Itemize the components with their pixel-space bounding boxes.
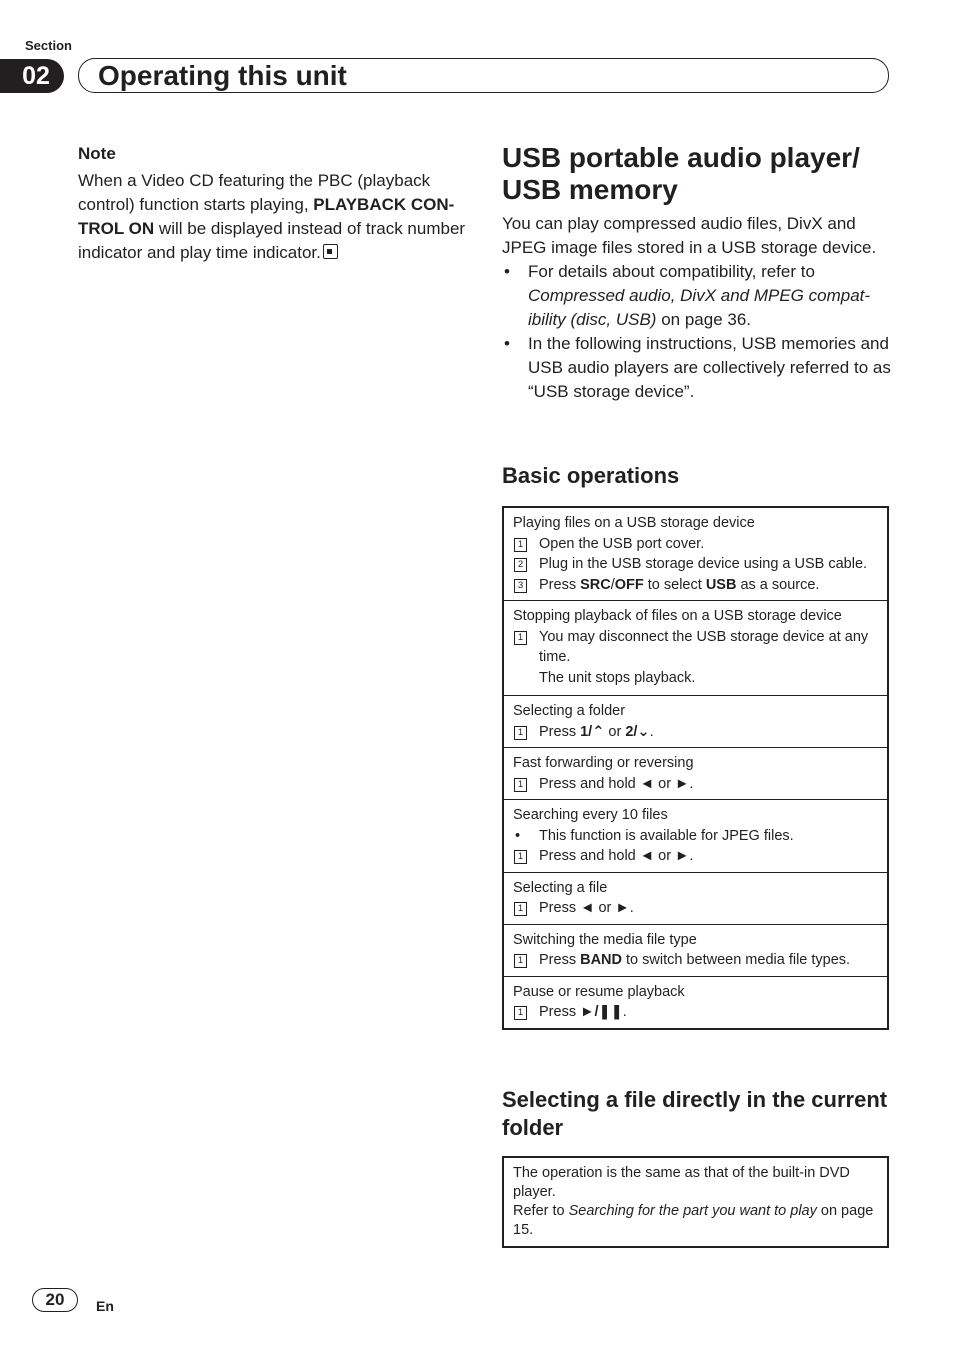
src-key-label: SRC [580, 576, 611, 593]
basic-operations-table [502, 506, 889, 1030]
usb-bullet-1-text-a: For details about compatibility, refer to [528, 262, 815, 281]
step-number-box: 1 [514, 1006, 527, 1020]
off-key-label: OFF [614, 576, 644, 593]
operation-row [504, 600, 887, 695]
bullet-dot: • [515, 827, 521, 844]
step-text-c: to select [643, 576, 706, 593]
operation-step [513, 898, 878, 919]
operation-title: Playing files on a USB storage device [513, 515, 755, 531]
step-number-box: 1 [514, 850, 527, 864]
step-text: Press and hold ◄ or ►. [539, 775, 694, 792]
operation-row [504, 924, 887, 976]
reference-title: Searching for the part you want to play [568, 1203, 817, 1219]
operation-title: Selecting a folder [513, 703, 626, 719]
operation-step [513, 846, 878, 867]
usb-bullet-item [502, 332, 892, 404]
select-file-directly-text-2 [513, 1202, 878, 1240]
page-reference: on page 15. [513, 1203, 874, 1238]
bullet-text: This function is available for JPEG files. [539, 827, 794, 844]
note-text-2: will be displayed instead of track number indicator and play time indicator. [78, 219, 466, 262]
section-label: Section [25, 38, 72, 53]
operation-row [504, 695, 887, 747]
step-text: Open the USB port cover. [539, 535, 705, 552]
operation-step [513, 575, 878, 596]
usb-bullet-item [502, 260, 892, 332]
step-text-a: Press [539, 576, 581, 593]
note-heading: Note [78, 144, 116, 163]
step-text-c: to switch between media file types. [621, 952, 851, 968]
up-chevron-icon: /⌃ [588, 723, 605, 740]
step-text-a: Press [539, 1004, 581, 1020]
operation-row [504, 508, 887, 600]
operation-row [504, 747, 887, 799]
note-bold-text: PLAYBACK CONTROL ON [78, 195, 455, 238]
play-pause-icon: ►/❚❚ [580, 1004, 623, 1020]
or-text: or [604, 723, 626, 740]
step-number-box: 1 [514, 954, 527, 968]
refer-text: Refer to [513, 1203, 569, 1219]
key-1-label: 1 [580, 723, 589, 740]
operation-title: Pause or resume playback [513, 983, 685, 1000]
operation-row [504, 799, 887, 872]
usb-section-heading: USB portable audio player/ USB memory [502, 142, 860, 205]
operation-step [513, 554, 878, 575]
operation-step [513, 774, 878, 795]
operation-step [513, 627, 878, 668]
operation-step [513, 722, 878, 743]
select-file-directly-heading: Selecting a file directly in the current folder [502, 1087, 888, 1140]
slash: / [610, 576, 615, 593]
step-number-box: 1 [514, 778, 527, 792]
band-key-label: BAND [580, 952, 622, 968]
step-number-box: 1 [514, 538, 527, 552]
key-2-label: 2 [625, 723, 634, 740]
operation-step [513, 950, 878, 971]
operation-title: Searching every 10 files [513, 807, 668, 823]
operation-title: Selecting a file [513, 879, 608, 896]
operation-step [513, 534, 878, 555]
usb-source-label: USB [705, 576, 737, 593]
step-number-box: 1 [514, 726, 527, 740]
stop-square-icon [323, 244, 338, 259]
select-file-directly-box [502, 1156, 889, 1248]
language-label: En [96, 1298, 114, 1314]
period: . [622, 1004, 627, 1020]
operation-result-note: The unit stops playback. [539, 669, 696, 686]
section-number-badge: 02 [0, 59, 64, 93]
usb-intro [502, 212, 892, 404]
step-text: Press and hold ◄ or ►. [539, 848, 694, 864]
operation-row [504, 976, 887, 1028]
select-file-directly-text-1: The operation is the same as that of the built-in DVD player. [513, 1165, 850, 1200]
operation-bullet [513, 826, 878, 847]
step-number-box: 2 [514, 558, 527, 572]
usb-bullet-1-reference: Compressed audio, DivX and MPEG compatibility (disc, USB) [528, 286, 871, 329]
usb-bullet-2-text: In the following instructions, USB memories and USB audio players are collectively referred to as “USB storage device”. [528, 334, 891, 401]
operation-title: Stopping playback of files on a USB storage device [513, 608, 842, 624]
page-number: 20 [32, 1288, 78, 1312]
note-text-1: When a Video CD featuring the PBC (playback control) function starts playing, [78, 171, 431, 214]
section-title: Operating this unit [98, 60, 347, 91]
step-number-box: 3 [514, 579, 527, 593]
step-number-box: 1 [514, 902, 527, 916]
step-text: You may disconnect the USB storage device at any time. [539, 628, 869, 665]
period: . [649, 723, 654, 740]
bullet-dot: • [504, 334, 510, 353]
basic-operations-heading: Basic operations [502, 463, 680, 488]
step-text: Press ◄ or ►. [539, 900, 634, 916]
bullet-dot: • [504, 262, 510, 281]
note-paragraph [78, 169, 470, 265]
operation-step [513, 1002, 878, 1023]
step-number-box: 1 [514, 631, 527, 645]
step-text-d: as a source. [736, 576, 820, 593]
operation-title: Fast forwarding or reversing [513, 755, 694, 771]
step-text: Plug in the USB storage device using a USB cable. [539, 556, 868, 572]
operation-title: Switching the media file type [513, 931, 697, 948]
step-text-a: Press [539, 952, 581, 968]
usb-intro-paragraph: You can play compressed audio files, DivX and JPEG image files stored in a USB storage device. [502, 214, 877, 257]
down-chevron-icon: /⌄ [633, 723, 650, 740]
step-text-a: Press [539, 723, 581, 740]
operation-row [504, 872, 887, 924]
usb-bullet-1-text-b: on page 36. [656, 310, 751, 329]
